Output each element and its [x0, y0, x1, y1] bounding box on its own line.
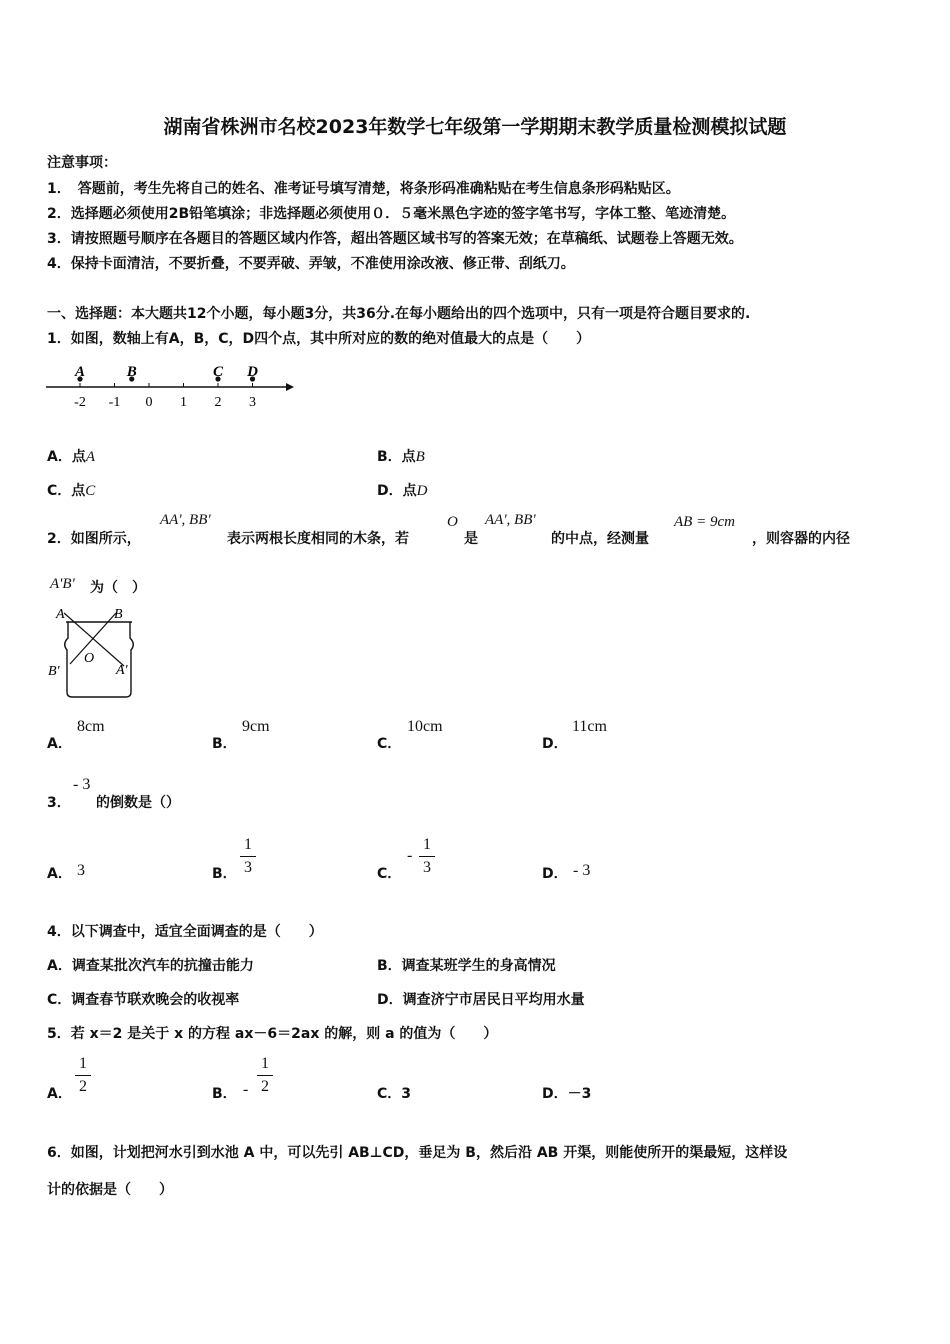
q2-text: 的中点，经测量	[551, 531, 649, 547]
notice-heading: 注意事项：	[47, 155, 117, 171]
q5-option-d[interactable]: D．－3	[542, 1086, 592, 1102]
q4-stem: 4．以下调查中，适宜全面调查的是（ ）	[47, 924, 323, 940]
q6-stem-continued: 计的依据是（ ）	[47, 1182, 173, 1198]
q5-option-b[interactable]: B．	[212, 1086, 237, 1102]
notice-item: 3．请按照题号顺序在各题目的答题区域内作答，超出答题区域书写的答案无效；在草稿纸、试题卷上答题无效。	[47, 231, 743, 247]
q3-option-c-sign: -	[407, 847, 413, 864]
q2-text: ，则容器的内径	[752, 531, 850, 547]
notice-item: 2．选择题必须使用2B铅笔填涂；非选择题必须使用０．５毫米黑色字迹的签字笔书写，字体工整、笔迹清楚。	[47, 206, 736, 222]
q1-option-a[interactable]: A．点A	[47, 449, 96, 465]
q2-math: A'B'	[50, 576, 75, 592]
q3-option-b-fraction: 1 3	[240, 836, 256, 877]
q5-stem: 5．若 x＝2 是关于 x 的方程 ax－6＝2ax 的解，则 a 的值为（ ）	[47, 1026, 498, 1042]
point-label-d: D	[247, 364, 258, 380]
q3-option-c-fraction: 1 3	[419, 836, 435, 877]
number-line-figure	[40, 358, 300, 414]
q5-option-b-fraction: 1 2	[257, 1055, 273, 1096]
tick-label: 0	[145, 395, 153, 410]
section-heading: 一、选择题：本大题共12个小题，每小题3分，共36分.在每小题给出的四个选项中，只有一项是符合题目要求的.	[47, 306, 751, 322]
q2-option-c[interactable]: C．	[377, 736, 402, 752]
q3-math: - 3	[73, 776, 91, 793]
q1-option-c[interactable]: C．点C	[47, 483, 96, 499]
q5-option-a-fraction: 1 2	[75, 1055, 91, 1096]
container-figure	[44, 600, 144, 704]
q2-text: 表示两根长度相同的木条，若	[227, 531, 409, 547]
q5-option-b-sign: -	[243, 1081, 249, 1098]
label-b-prime: B'	[48, 664, 60, 679]
point-label-b: B	[126, 364, 137, 380]
q2-text: 2．如图所示，	[47, 531, 141, 547]
q3-option-d[interactable]: D．	[542, 866, 568, 882]
q4-option-a[interactable]: A．调查某批次汽车的抗撞击能力	[47, 958, 254, 974]
q3-number: 3．	[47, 795, 71, 811]
q2-option-d[interactable]: D．	[542, 736, 568, 752]
q3-option-a[interactable]: A．	[47, 866, 72, 882]
tick-label: 2	[214, 395, 222, 410]
q3-stem: 的倒数是（）	[96, 795, 180, 811]
tick-label: 3	[249, 395, 256, 410]
q3-option-d-value: - 3	[573, 862, 591, 879]
q4-option-b[interactable]: B．调查某班学生的身高情况	[377, 958, 556, 974]
q6-stem: 6．如图，计划把河水引到水池 A 中，可以先引 AB⊥CD，垂足为 B，然后沿 AB 开渠，则能使所开的渠最短，这样设	[47, 1145, 788, 1161]
tick-label: -1	[108, 395, 121, 410]
q4-option-d[interactable]: D．调查济宁市居民日平均用水量	[377, 992, 585, 1008]
q5-option-a[interactable]: A．	[47, 1086, 72, 1102]
container-outline	[65, 622, 134, 697]
q2-option-a[interactable]: A．	[47, 736, 72, 752]
label-o: O	[84, 651, 95, 666]
q5-option-c[interactable]: C．3	[377, 1086, 412, 1102]
point-label-a: A	[74, 364, 86, 380]
q3-option-b[interactable]: B．	[212, 866, 237, 882]
q2-text: 是	[464, 531, 478, 547]
label-a-prime: A'	[116, 663, 128, 678]
q2-option-a-value: 8cm	[77, 718, 105, 735]
q3-option-c[interactable]: C．	[377, 866, 402, 882]
q3-option-a-value: 3	[77, 862, 85, 879]
label-b: B	[114, 607, 123, 622]
q2-math: AA', BB'	[485, 512, 536, 528]
question-1-stem: 1．如图，数轴上有A，B，C，D四个点，其中所对应的数的绝对值最大的点是（ ）	[47, 331, 591, 347]
q2-option-c-value: 10cm	[407, 718, 443, 735]
q2-option-b-value: 9cm	[242, 718, 270, 735]
q1-option-b[interactable]: B．点B	[377, 449, 425, 465]
axis-arrow	[286, 383, 294, 391]
q2-math: O	[447, 514, 458, 530]
tick-label: 1	[180, 395, 187, 410]
page-title: 湖南省株洲市名校2023年数学七年级第一学期期末教学质量检测模拟试题	[163, 116, 787, 138]
q4-option-c[interactable]: C．调查春节联欢晚会的收视率	[47, 992, 240, 1008]
q2-option-d-value: 11cm	[572, 718, 607, 735]
q2-math: AB = 9cm	[674, 514, 735, 530]
tick-label: -2	[74, 395, 86, 410]
q2-math: AA', BB'	[160, 512, 211, 528]
point-label-c: C	[212, 364, 224, 380]
notice-item: 4．保持卡面清洁，不要折叠，不要弄破、弄皱，不准使用涂改液、修正带、刮纸刀。	[47, 256, 575, 272]
q2-text: 为（ ）	[90, 580, 146, 596]
label-a: A	[56, 607, 65, 622]
q2-option-b[interactable]: B．	[212, 736, 237, 752]
q1-option-d[interactable]: D．点D	[377, 483, 428, 499]
notice-item: 1． 答题前，考生先将自己的姓名、准考证号填写清楚，将条形码准确粘贴在考生信息条形码粘贴区。	[47, 181, 680, 197]
